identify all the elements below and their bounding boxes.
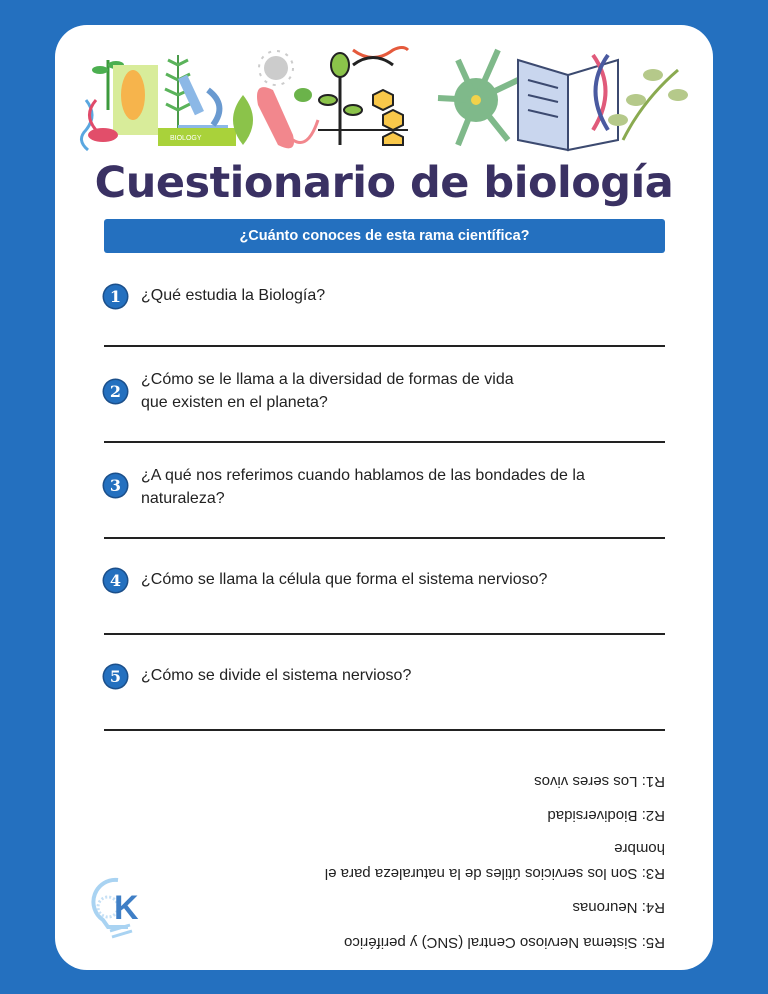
question-text: ¿Qué estudia la Biología? xyxy=(141,287,326,304)
answer-5: R5: Sistema Nervioso Central (SNC) y periférico xyxy=(344,934,665,951)
plant-roots-icon xyxy=(318,53,408,145)
biology-illustration-banner xyxy=(78,40,690,152)
dna-helix-icon xyxy=(353,48,408,66)
answer-2: R2: Biodiversidad xyxy=(547,807,665,824)
virus-icon xyxy=(259,51,293,85)
answer-1: R1: Los seres vivos xyxy=(534,773,665,790)
answer-line[interactable] xyxy=(104,633,665,635)
answer-line[interactable] xyxy=(104,441,665,443)
answer-line[interactable] xyxy=(104,729,665,731)
number-badge: 1 xyxy=(104,285,127,308)
svg-text:K: K xyxy=(114,889,139,927)
number-badge: 3 xyxy=(104,474,127,497)
answer-3-continued: hombre xyxy=(614,840,665,857)
question-text: ¿A qué nos referimos cuando hablamos de las bondades de la naturaleza? xyxy=(141,467,585,507)
book-icon xyxy=(158,128,236,146)
number-badge: 4 xyxy=(104,569,127,592)
upside-down-answer-key xyxy=(100,765,665,960)
molecule-icon xyxy=(373,90,403,145)
question-text: ¿Cómo se divide el sistema nervioso? xyxy=(141,667,412,684)
answer-3: R3: Son los servicios útiles de la naturaleza para el xyxy=(324,865,665,882)
microscope-icon xyxy=(178,75,228,133)
answer-line[interactable] xyxy=(104,537,665,539)
microbe-icon xyxy=(294,88,312,102)
page-title: Cuestionario de biología xyxy=(94,158,674,208)
subtitle-banner: ¿Cuánto conoces de esta rama científica? xyxy=(104,219,665,253)
neuron-icon xyxy=(438,50,518,145)
dna-icon xyxy=(81,100,96,150)
flower-icon xyxy=(88,128,118,142)
svg-text:BIOLOGY: BIOLOGY xyxy=(170,135,202,142)
number-badge: 5 xyxy=(104,665,127,688)
lightbulb-k-logo xyxy=(88,875,148,945)
question-text: ¿Cómo se llama la célula que forma el sistema nervioso? xyxy=(141,571,548,588)
answer-line[interactable] xyxy=(104,345,665,347)
question-text: ¿Cómo se le llama a la diversidad de formas de vida que existen en el planeta? xyxy=(141,371,514,411)
leafy-branch-icon xyxy=(608,69,688,140)
number-badge: 2 xyxy=(104,380,127,403)
answer-4: R4: Neuronas xyxy=(572,899,665,916)
